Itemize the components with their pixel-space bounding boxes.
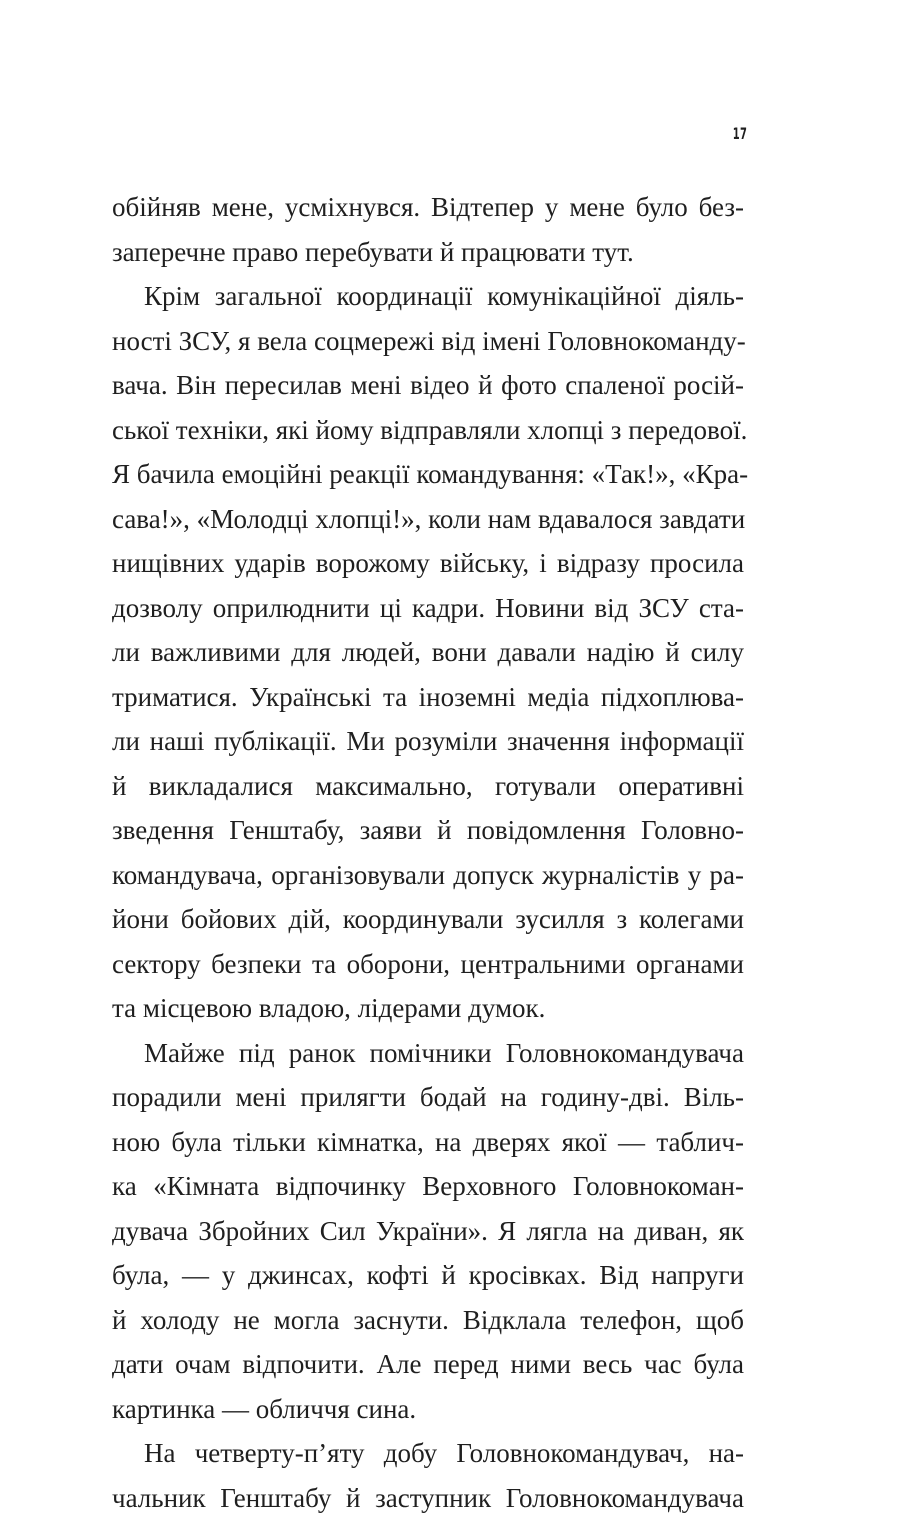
text-line: дозволу оприлюднити ці кадри. Новини від ЗСУ ста- <box>112 586 744 631</box>
text-line: заперечне право перебувати й працювати тут. <box>112 230 744 275</box>
text-line: Я бачила емоційні реакції командування: «Так!», «Кра- <box>112 452 744 497</box>
text-line: та місцевою владою, лідерами думок. <box>112 986 744 1031</box>
text-line: й викладалися максимально, готували оперативні <box>112 764 744 809</box>
text-line: порадили мені прилягти бодай на годину-дві. Віль- <box>112 1075 744 1120</box>
text-line: командувача, організовували допуск журналістів у ра- <box>112 853 744 898</box>
body-text <box>112 185 744 1520</box>
text-line: ли наші публікації. Ми розуміли значення інформації <box>112 719 744 764</box>
text-line: чальник Генштабу й заступник Головнокомандувача <box>112 1476 744 1520</box>
text-line: йони бойових дій, координували зусилля з колегами <box>112 897 744 942</box>
text-line: Крім загальної координації комунікаційної діяль- <box>112 274 744 319</box>
text-line: ності ЗСУ, я вела соцмережі від імені Головнокоманду- <box>112 319 744 364</box>
text-line: сава!», «Молодці хлопці!», коли нам вдавалося завдати <box>112 497 744 542</box>
text-line: триматися. Українські та іноземні медіа підхоплюва- <box>112 675 744 720</box>
text-line: дувача Збройних Сил України». Я лягла на диван, як <box>112 1209 744 1254</box>
page-number: 17 <box>733 124 745 144</box>
text-line: ка «Кімната відпочинку Верховного Головнокоман- <box>112 1164 744 1209</box>
text-line: зведення Генштабу, заяви й повідомлення Головно- <box>112 808 744 853</box>
text-line: картинка — обличчя сина. <box>112 1387 744 1432</box>
text-line: вача. Він пересилав мені відео й фото спаленої росій- <box>112 363 744 408</box>
text-line: дати очам відпочити. Але перед ними весь час була <box>112 1342 744 1387</box>
text-line: ли важливими для людей, вони давали надію й силу <box>112 630 744 675</box>
text-line: ської техніки, які йому відправляли хлопці з передової. <box>112 408 744 453</box>
text-line: нищівних ударів ворожому війську, і відразу просила <box>112 541 744 586</box>
text-line: була, — у джинсах, кофті й кросівках. Від напруги <box>112 1253 744 1298</box>
text-line: обійняв мене, усміхнувся. Відтепер у мене було без- <box>112 185 744 230</box>
text-line: сектору безпеки та оборони, центральними органами <box>112 942 744 987</box>
text-line: Майже під ранок помічники Головнокомандувача <box>112 1031 744 1076</box>
text-line: На четверту-п’яту добу Головнокомандувач, на- <box>112 1431 744 1476</box>
text-line: ною була тільки кімнатка, на дверях якої — таблич- <box>112 1120 744 1165</box>
text-line: й холоду не могла заснути. Відклала телефон, щоб <box>112 1298 744 1343</box>
